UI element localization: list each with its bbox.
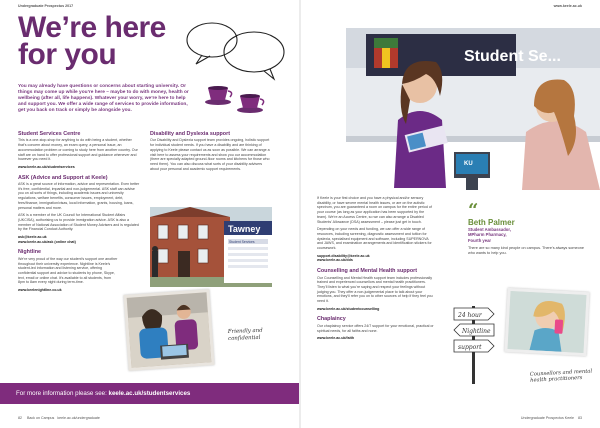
running-head-left: Undergraduate Prospectus 2017 bbox=[18, 4, 74, 8]
intro-paragraph: You may already have questions or concerns about starting university. Or things may come up while you’re here – maybe to do with money, health or wellbeing (after all, life happens). Whatever your worry, we’re here to help and support you. We offer a wide range of services to provide information, get you back on track or simply be alongside you. bbox=[18, 84, 189, 114]
heading-chaplaincy: Chaplaincy bbox=[317, 316, 346, 323]
signpost-text-2: Nightline bbox=[462, 328, 491, 335]
column-left bbox=[18, 131, 141, 298]
quote-role bbox=[468, 227, 586, 243]
photo-student-phone bbox=[504, 288, 589, 356]
footer-info-bar bbox=[0, 383, 299, 404]
heading-student-services: Student Services Centre bbox=[18, 131, 81, 137]
svg-text:KU: KU bbox=[464, 161, 473, 167]
para-student-services: This is a one-stop-shop for anything to do with being a student, whether that’s concern about money, an exam query, a personal issue, an accommodation problem or coming to study here from another country. Our staff are on hand to offer professional support and guidance whenever and however you need it. bbox=[18, 138, 138, 162]
counsellors-handwritten-note: Counsellors and mental health practitioners bbox=[529, 368, 593, 384]
headline-line-2: for you bbox=[18, 38, 117, 71]
para-ask-2: ASK is a member of the UK Council for International Student Affairs (UKCISA), authorising us to provide immigration advice. ASK is also a member of National Association of Student Money Advisers and is regulated by the Financial Conduct Authority. bbox=[18, 213, 139, 232]
heading-counselling: Counselling and Mental Health support bbox=[317, 268, 418, 275]
teacups-icon bbox=[205, 86, 264, 113]
para-chaplaincy: Our chaplaincy service offers 24/7 support for your emotional, practical or spiritual needs, for all faiths and none. bbox=[317, 323, 434, 333]
link-ask[interactable]: ask@keele.ac.uk www.keele.ac.uk/ask (online chat) bbox=[18, 235, 76, 244]
building-illustration bbox=[150, 207, 272, 287]
folio-right: Undergraduate Prospectus Keele 83 bbox=[520, 416, 582, 420]
photo-students-laptop bbox=[123, 289, 214, 371]
link-student-services[interactable]: www.keele.ac.uk/studentservices bbox=[18, 164, 75, 169]
quote-name: Beth Palmer bbox=[468, 218, 515, 227]
reception-illustration bbox=[346, 28, 600, 190]
para-disability-cont-1: If Keele is your first choice and you have a physical and/or sensory disability, or have severe mental health issues, or are on the autistic spectrum, you are guaranteed a room on campus for the entire period of your course (as long as your application has been supported by the team). We’re an Access Centre, so we can also arrange a Disabled Students’ Allowance (DSA) assessment – please just get in touch. bbox=[317, 196, 432, 224]
running-head-right: www.keele.ac.uk bbox=[553, 4, 582, 8]
keele-crest-icon bbox=[374, 38, 398, 68]
speech-bubbles-illustration bbox=[182, 18, 292, 118]
tawney-sign-subtext: Student Services bbox=[229, 240, 255, 244]
student-quote bbox=[468, 200, 586, 256]
para-disability-cont-2: Depending on your needs and funding, we can offer a wide range of resources, including screening, diagnostic assessment and tuition for dyslexia, specialised equipment and software, including SUPERNOVA and JAWS, and examination arrangements and identification stickers for coursework. bbox=[317, 227, 432, 251]
link-chaplaincy[interactable]: www.keele.ac.uk/faith bbox=[317, 336, 355, 341]
para-counselling: Our Counselling and Mental Health support team includes professionally trained and experienced counsellors and mental health practitioners. They’ll listen to what you’re saying and respect your feelings without judging you. They offer a non-judgemental place to talk about your emotions, and they’ll refer you on to other sources of help if they feel you need it. bbox=[317, 275, 433, 304]
para-disability: Our Disability and Dyslexia support team provides ongoing, holistic support for individual student needs. If you have a disability and are thinking of applying to Keele please contact us as soon as possible. We can arrange a visit here to assess your requirements and show you our accommodation (there are specially adapted ground-floor rooms and kitchens for those who need them). You can also discuss what sorts of your disability advisers about your personal and academic support requirements. bbox=[150, 138, 270, 171]
link-disability[interactable]: support.disability@keele.ac.uk www.keele.ac.uk/dds bbox=[317, 253, 370, 263]
heading-nightline: Nightline bbox=[18, 249, 42, 256]
photo-reception-desk bbox=[346, 28, 600, 190]
quote-mark-icon: “ bbox=[468, 200, 479, 221]
quote-role-line-3: Fourth year bbox=[468, 237, 492, 243]
link-nightline[interactable]: www.keelenightline.co.uk bbox=[18, 288, 62, 293]
phone-student-illustration bbox=[508, 291, 587, 353]
signpost-text-3: support bbox=[458, 344, 482, 351]
photo-tawney-building bbox=[150, 207, 272, 287]
page-headline bbox=[18, 11, 166, 71]
heading-ask: ASK (Advice and Support at Keele) bbox=[18, 174, 108, 181]
link-counselling[interactable]: www.keele.ac.uk/studentcounselling bbox=[317, 306, 380, 311]
para-nightline: We’re very proud of the way our student’s support one another throughout their university experience. Nightline is Keele’s student-led information and listening service, offering confidential support and advice to students by phone, Skype, text, email or online chat. It’s available to all students, from 8pm to 8am every night during term-time. bbox=[18, 256, 118, 285]
tawney-sign-text: Tawney bbox=[228, 224, 261, 234]
friendly-handwritten-note: Friendly and confidential bbox=[227, 327, 263, 342]
quote-role-line-2: MPharm Pharmacy, bbox=[468, 232, 507, 238]
quote-role-line-1: Student Ambassador, bbox=[468, 227, 511, 232]
headline-line-1: We’re here bbox=[18, 11, 166, 44]
para-ask-1: ASK is a great source of information, advice and representation. Even better it’s free, confidential, impartial and non-judgemental. ASK staff can advise you on all sorts of things, including academic issues and university regulations, welfare benefits, consumer issues, employment, debt, fees/finance, immigration/visas, local information, grants, housing, loans, personal matters and more. bbox=[18, 182, 140, 210]
heading-disability: Disability and Dyslexia support bbox=[150, 131, 230, 137]
main-photo-sign: Student Se... bbox=[464, 48, 561, 65]
quote-text: There are so many kind people on campus. There’s always someone who wants to help you. bbox=[468, 246, 584, 256]
page-gutter bbox=[299, 0, 301, 428]
column-middle bbox=[150, 131, 272, 174]
footer-prefix: For more information please see: bbox=[16, 390, 109, 397]
signpost-text-1: 24 hour bbox=[458, 312, 482, 319]
nightline-signpost-illustration bbox=[452, 300, 496, 384]
students-illustration bbox=[127, 292, 212, 367]
column-right bbox=[317, 196, 435, 346]
folio-left: 82 Back on Campus keele.ac.uk/undergraduate bbox=[18, 416, 100, 420]
footer-link[interactable]: keele.ac.uk/studentservices bbox=[108, 390, 191, 397]
